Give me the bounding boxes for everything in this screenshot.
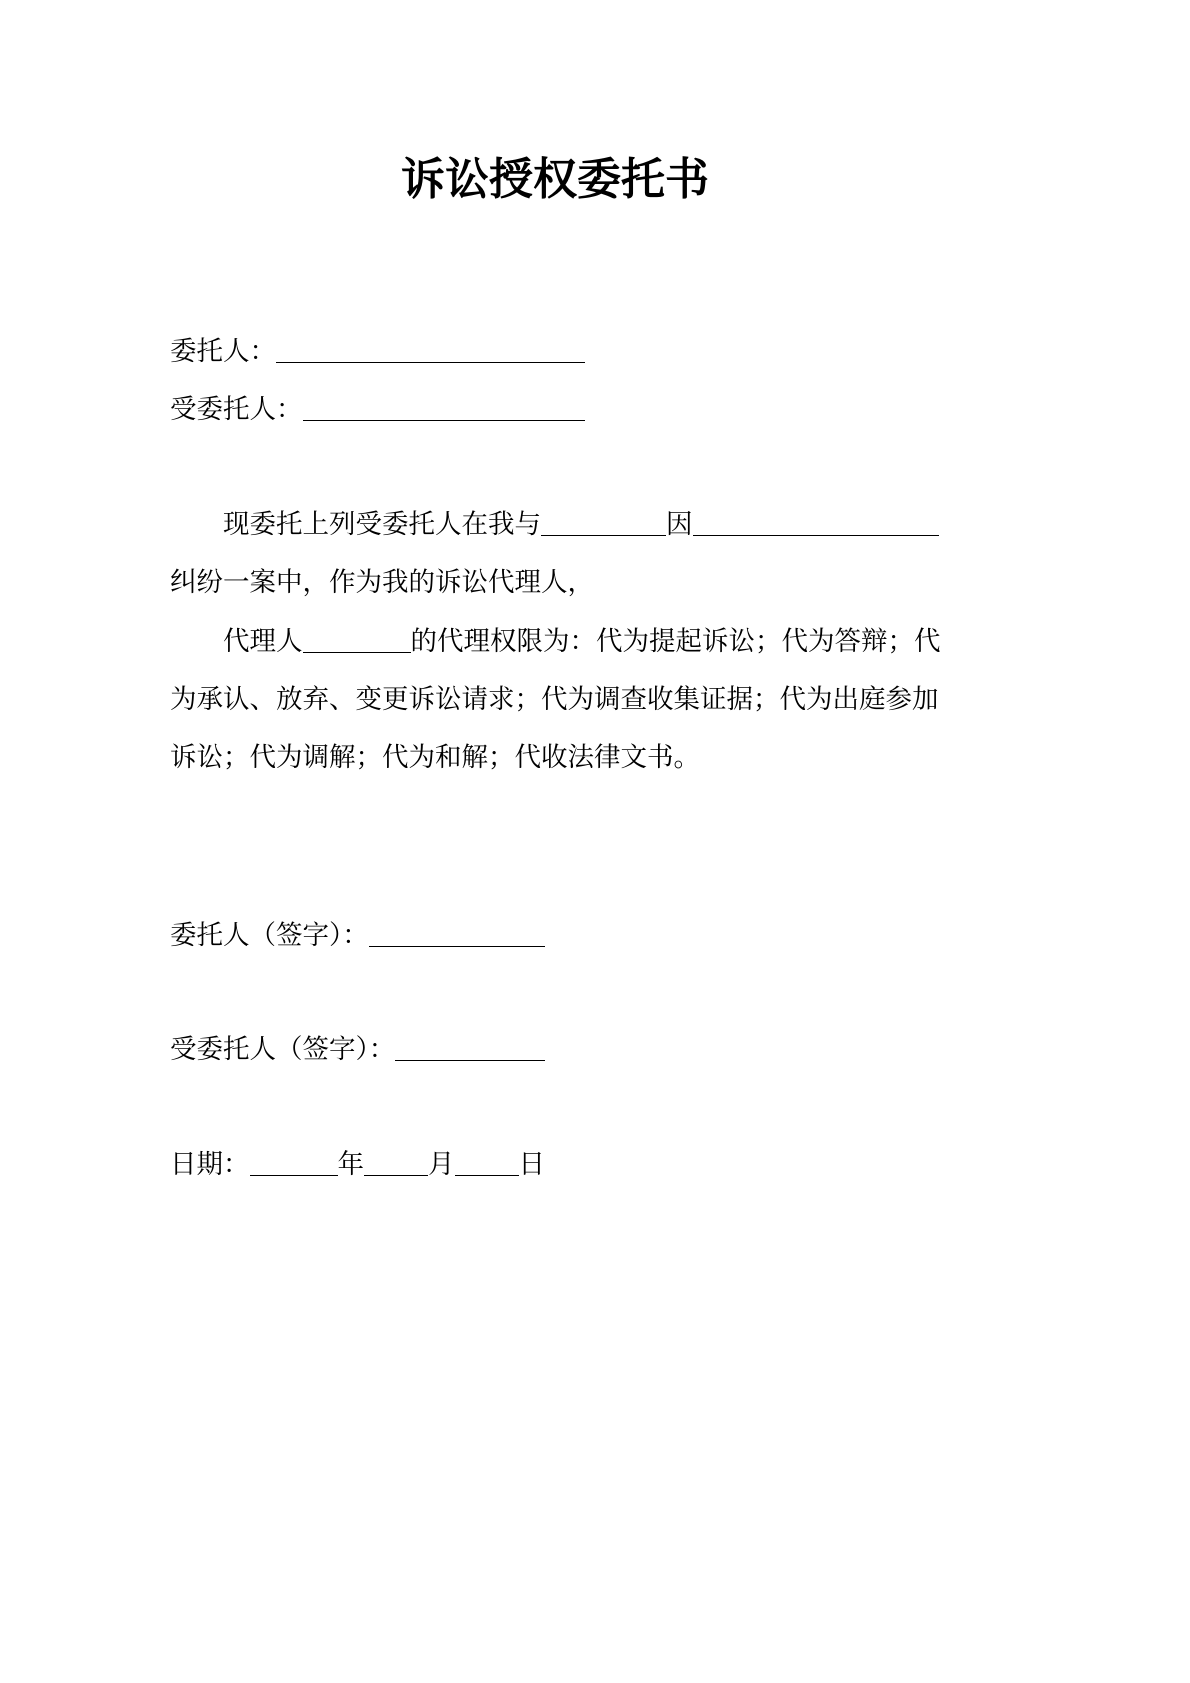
principal-row	[170, 337, 585, 367]
year-label: 年	[337, 1149, 364, 1180]
authority-text: 为承认、放弃、变更诉讼请求；代为调查收集证据；代为出庭参加	[170, 684, 939, 715]
authority-line-1	[223, 627, 941, 657]
authority-line-3	[170, 743, 700, 773]
principal-label: 委托人：	[170, 336, 276, 367]
authority-text: 诉讼；代为调解；代为和解；代收法律文书。	[170, 742, 700, 773]
authorization-line-2	[170, 568, 594, 598]
authorization-text: 纠纷一案中，作为我的诉讼代理人，	[170, 567, 594, 598]
agent-row	[170, 395, 585, 425]
opposing-party-blank	[541, 513, 666, 536]
document-title: 诉讼授权委托书	[401, 154, 709, 205]
agent-label: 受委托人：	[170, 394, 303, 425]
principal-signature-label: 委托人（签字）：	[170, 920, 369, 951]
agent-signature-row	[170, 1035, 545, 1065]
dispute-cause-blank	[693, 513, 939, 536]
authority-text: 代理人	[223, 626, 303, 657]
authorization-text: 因	[666, 509, 693, 540]
day-label: 日	[518, 1149, 545, 1180]
principal-signature-blank	[369, 924, 545, 947]
date-label: 日期：	[170, 1149, 250, 1180]
authority-text: 的代理权限为：代为提起诉讼；代为答辩；代	[410, 626, 941, 657]
day-blank	[455, 1153, 519, 1176]
authorization-text: 现委托上列受委托人在我与	[223, 509, 541, 540]
date-row	[170, 1150, 545, 1180]
principal-name-blank	[276, 340, 585, 363]
agent-name-blank	[303, 398, 585, 421]
principal-signature-row	[170, 921, 545, 951]
agent-signature-label: 受委托人（签字）：	[170, 1034, 396, 1065]
month-label: 月	[428, 1149, 455, 1180]
authorization-line-1	[223, 510, 939, 540]
authority-line-2	[170, 685, 939, 715]
agent-signature-blank	[395, 1038, 545, 1061]
year-blank	[250, 1153, 338, 1176]
agent-name-inline-blank	[303, 630, 411, 653]
month-blank	[364, 1153, 428, 1176]
